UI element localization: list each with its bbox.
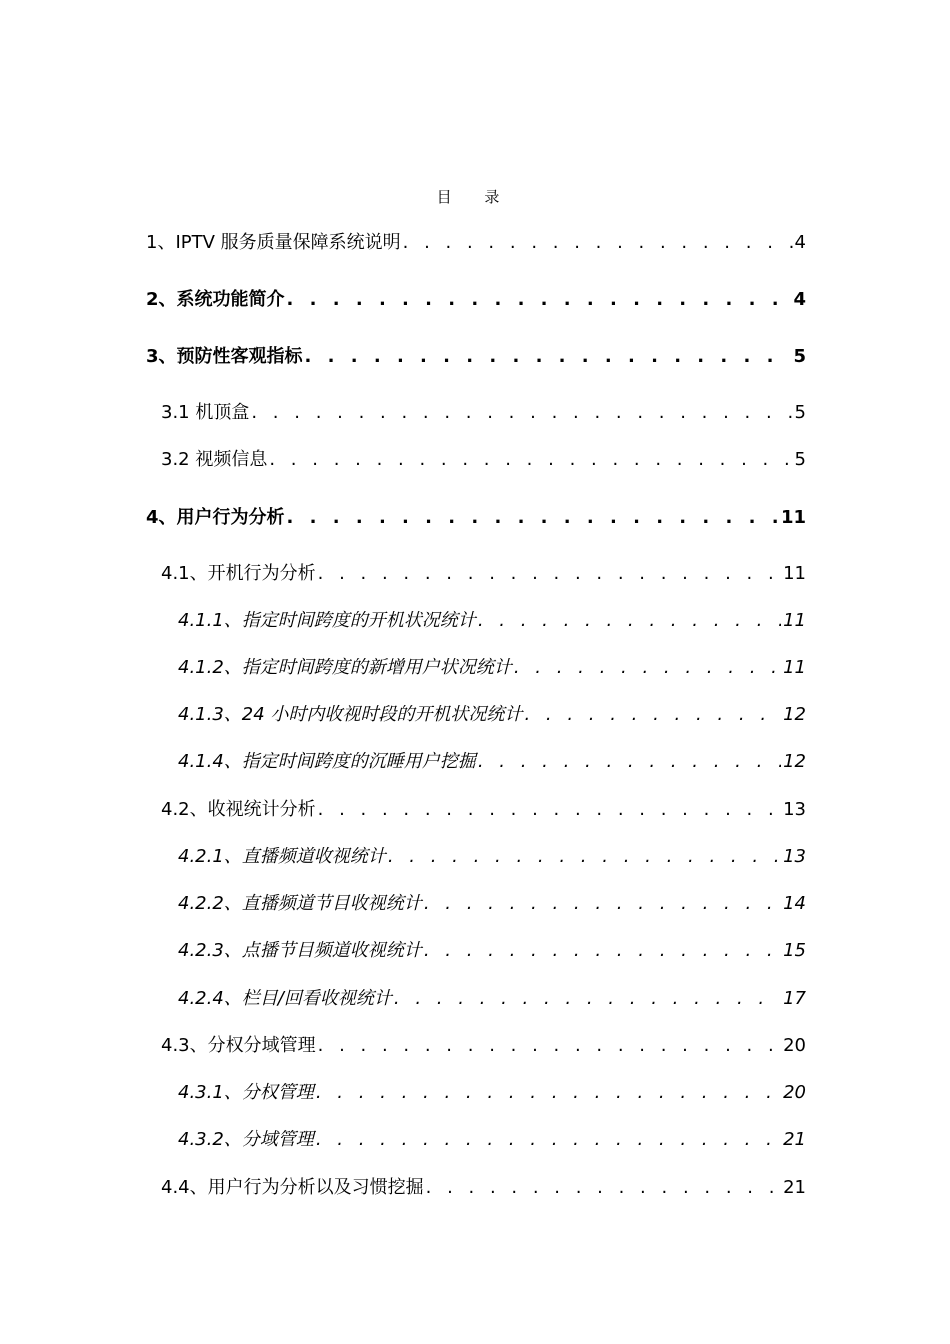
toc-entry-4-1[interactable] — [161, 561, 806, 587]
toc-leader-dots — [269, 447, 792, 473]
toc-entry-page: 11 — [783, 657, 806, 678]
toc-entry-text: 4.1.4、指定时间跨度的沉睡用户挖掘 — [178, 751, 476, 772]
toc-leader-dots — [388, 844, 781, 870]
toc-entry-page: 13 — [783, 799, 806, 820]
toc-leader-dots — [251, 400, 792, 426]
toc-leader-dots — [287, 287, 792, 313]
toc-entry-2[interactable] — [146, 287, 806, 313]
toc-entry-text: 4.2.2、直播频道节目收视统计 — [178, 893, 422, 914]
toc-entry-text: 4.4、用户行为分析以及习惯挖掘 — [161, 1177, 424, 1198]
toc-leader-dots — [316, 1080, 781, 1106]
toc-entry-4-1-1[interactable] — [178, 608, 806, 634]
toc-entry-text: 4.3.1、分权管理 — [178, 1082, 314, 1103]
toc-entry-4-1-4[interactable] — [178, 749, 806, 775]
toc-leader-dots — [478, 749, 781, 775]
toc-leader-dots — [478, 608, 781, 634]
toc-entry-3-1[interactable] — [161, 400, 806, 426]
toc-entry-text: 1、IPTV 服务质量保障系统说明 — [146, 232, 401, 253]
toc-leader-dots — [287, 505, 779, 531]
toc-entry-4-3-2[interactable] — [178, 1127, 806, 1153]
toc-entry-page: 4 — [793, 289, 806, 310]
toc-entry-4-2-1[interactable] — [178, 844, 806, 870]
toc-entry-text: 4、用户行为分析 — [146, 507, 285, 528]
toc-entry-page: 11 — [783, 610, 806, 631]
toc-leader-dots — [305, 344, 792, 370]
toc-entry-text: 4.2.3、点播节目频道收视统计 — [178, 940, 422, 961]
toc-entry-text: 4.2、收视统计分析 — [161, 799, 316, 820]
toc-entry-text: 3、预防性客观指标 — [146, 346, 303, 367]
toc-entry-page: 12 — [783, 704, 806, 725]
toc-entry-4-3-1[interactable] — [178, 1080, 806, 1106]
toc-entry-text: 4.3.2、分域管理 — [178, 1129, 314, 1150]
toc-entry-4-2-3[interactable] — [178, 938, 806, 964]
toc-leader-dots — [403, 230, 793, 256]
toc-entry-page: 12 — [783, 751, 806, 772]
toc-title: 目 录 — [436, 188, 514, 206]
toc-entry-4-2-2[interactable] — [178, 891, 806, 917]
toc-entry-page: 21 — [783, 1129, 806, 1150]
toc-leader-dots — [318, 797, 781, 823]
toc-entry-page: 20 — [783, 1082, 806, 1103]
toc-entry-page: 15 — [783, 940, 806, 961]
toc-entry-page: 13 — [783, 846, 806, 867]
toc-entry-4-1-3[interactable] — [178, 702, 806, 728]
toc-entry-4[interactable] — [146, 505, 806, 531]
toc-entry-1[interactable] — [146, 230, 806, 256]
toc-entry-4-4[interactable] — [161, 1175, 806, 1201]
toc-entry-4-2-4[interactable] — [178, 986, 806, 1012]
toc-leader-dots — [424, 891, 781, 917]
toc-entry-page: 11 — [780, 507, 806, 528]
toc-entry-3[interactable] — [146, 344, 806, 370]
toc-entry-page: 17 — [783, 988, 806, 1009]
toc-entry-page: 4 — [794, 232, 806, 253]
toc-entry-text: 4.1、开机行为分析 — [161, 563, 316, 584]
toc-entry-text: 4.1.2、指定时间跨度的新增用户状况统计 — [178, 657, 512, 678]
toc-entry-4-3[interactable] — [161, 1033, 806, 1059]
toc-leader-dots — [394, 986, 781, 1012]
toc-entry-page: 11 — [783, 563, 806, 584]
toc-entry-text: 3.2 视频信息 — [161, 449, 268, 470]
toc-entry-page: 14 — [783, 893, 806, 914]
toc-entry-text: 4.2.4、栏目/回看收视统计 — [178, 988, 392, 1009]
toc-entry-page: 5 — [794, 402, 806, 423]
toc-leader-dots — [514, 655, 781, 681]
toc-entry-3-2[interactable] — [161, 447, 806, 473]
toc-entry-text: 4.1.1、指定时间跨度的开机状况统计 — [178, 610, 476, 631]
toc-entry-text: 2、系统功能简介 — [146, 289, 285, 310]
toc-entry-text: 4.1.3、24 小时内收视时段的开机状况统计 — [178, 704, 523, 725]
toc-entry-page: 21 — [783, 1177, 806, 1198]
toc-entry-text: 4.3、分权分域管理 — [161, 1035, 316, 1056]
toc-leader-dots — [318, 561, 781, 587]
toc-leader-dots — [424, 938, 781, 964]
toc-entry-text: 4.2.1、直播频道收视统计 — [178, 846, 386, 867]
toc-leader-dots — [318, 1033, 781, 1059]
toc-entry-4-1-2[interactable] — [178, 655, 806, 681]
toc-leader-dots — [524, 702, 781, 728]
toc-leader-dots — [316, 1127, 781, 1153]
toc-entry-text: 3.1 机顶盒 — [161, 402, 250, 423]
toc-leader-dots — [426, 1175, 781, 1201]
toc-entry-4-2[interactable] — [161, 797, 806, 823]
toc-entry-page: 5 — [793, 346, 806, 367]
toc-entry-page: 20 — [783, 1035, 806, 1056]
toc-entry-page: 5 — [794, 449, 806, 470]
